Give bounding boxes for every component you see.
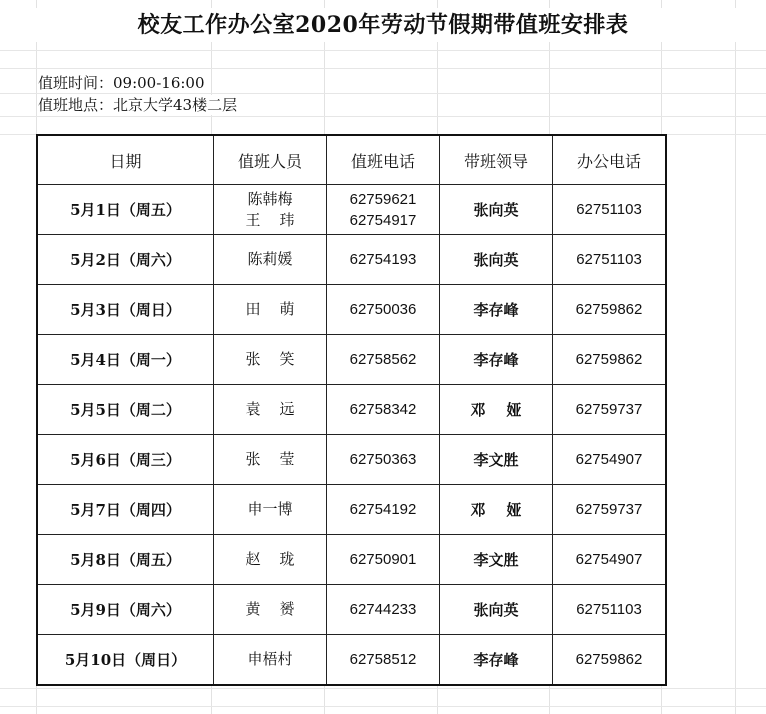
header-duty-phone: 值班电话 xyxy=(327,135,440,185)
office-phone-cell: 62754907 xyxy=(553,435,667,485)
staff-name: 陈韩梅 xyxy=(247,189,293,208)
duty-phone-cell xyxy=(327,635,440,686)
table-row xyxy=(37,185,666,235)
duty-phone-cell xyxy=(327,585,440,635)
staff-cell xyxy=(214,485,327,535)
duty-phone: 62759621 xyxy=(349,190,417,208)
duty-phone: 62758342 xyxy=(349,401,417,418)
duty-phone: 62744233 xyxy=(349,601,417,618)
leader-cell: 李文胜 xyxy=(440,535,553,585)
table-row xyxy=(37,335,666,385)
staff-cell xyxy=(214,635,327,686)
office-phone-cell: 62751103 xyxy=(553,235,667,285)
date-cell: 5月3日（周日） xyxy=(37,285,214,335)
office-phone-cell: 62754907 xyxy=(553,535,667,585)
duty-phone: 62758512 xyxy=(349,651,417,668)
leader-cell: 张向英 xyxy=(440,585,553,635)
date-cell: 5月4日（周一） xyxy=(37,335,214,385)
leader-cell: 邓 娅 xyxy=(440,385,553,435)
staff-name: 赵 珑 xyxy=(245,550,295,568)
staff-cell xyxy=(214,335,327,385)
office-phone-cell: 62751103 xyxy=(553,585,667,635)
staff-cell xyxy=(214,585,327,635)
office-phone-cell: 62751103 xyxy=(553,185,667,235)
staff-name: 申一博 xyxy=(247,500,293,518)
table-row xyxy=(37,635,666,686)
table-row xyxy=(37,235,666,285)
table-header-row xyxy=(37,135,666,185)
table-row xyxy=(37,535,666,585)
duty-phone-cell xyxy=(327,535,440,585)
staff-cell xyxy=(214,185,327,235)
document-title: 校友工作办公室2020年劳动节假期带值班安排表 xyxy=(0,8,766,42)
leader-cell: 张向英 xyxy=(440,235,553,285)
office-phone-cell: 62759737 xyxy=(553,385,667,435)
staff-name: 张 莹 xyxy=(245,450,295,468)
leader-cell: 李存峰 xyxy=(440,635,553,686)
staff-name: 申梧村 xyxy=(247,650,293,668)
duty-location: 值班地点：北京大学43楼二层 xyxy=(38,95,243,115)
office-phone-cell: 62759862 xyxy=(553,335,667,385)
header-date: 日期 xyxy=(37,135,214,185)
duty-phone: 62758562 xyxy=(349,351,417,368)
duty-phone-cell xyxy=(327,235,440,285)
date-cell: 5月10日（周日） xyxy=(37,635,214,686)
duty-time: 值班时间：09:00-16:00 xyxy=(38,73,211,93)
date-cell: 5月9日（周六） xyxy=(37,585,214,635)
staff-name: 黄 赟 xyxy=(245,600,295,618)
table-row xyxy=(37,285,666,335)
header-leader: 带班领导 xyxy=(440,135,553,185)
leader-cell: 邓 娅 xyxy=(440,485,553,535)
table-row xyxy=(37,435,666,485)
date-cell: 5月6日（周三） xyxy=(37,435,214,485)
leader-cell: 李存峰 xyxy=(440,285,553,335)
duty-phone-cell xyxy=(327,385,440,435)
duty-phone: 62754192 xyxy=(349,501,417,518)
duty-schedule-table xyxy=(36,134,667,686)
office-phone-cell: 62759737 xyxy=(553,485,667,535)
duty-phone-cell xyxy=(327,285,440,335)
duty-phone-cell xyxy=(327,335,440,385)
table-row xyxy=(37,485,666,535)
staff-cell xyxy=(214,385,327,435)
date-cell: 5月2日（周六） xyxy=(37,235,214,285)
date-cell: 5月8日（周五） xyxy=(37,535,214,585)
staff-name: 张 笑 xyxy=(245,350,295,368)
duty-phone-cell xyxy=(327,435,440,485)
staff-name: 田 萌 xyxy=(245,300,295,318)
date-cell: 5月1日（周五） xyxy=(37,185,214,235)
staff-name: 陈莉媛 xyxy=(247,250,293,268)
date-cell: 5月5日（周二） xyxy=(37,385,214,435)
table-row xyxy=(37,385,666,435)
staff-cell xyxy=(214,535,327,585)
header-office-phone: 办公电话 xyxy=(553,135,667,185)
leader-cell: 李文胜 xyxy=(440,435,553,485)
leader-cell: 张向英 xyxy=(440,185,553,235)
duty-phone: 62754917 xyxy=(349,211,417,229)
duty-phone: 62750901 xyxy=(349,551,417,568)
duty-phone-cell xyxy=(327,485,440,535)
staff-cell xyxy=(214,435,327,485)
header-staff: 值班人员 xyxy=(214,135,327,185)
duty-phone: 62750036 xyxy=(349,301,417,318)
duty-phone: 62754193 xyxy=(349,251,417,268)
table-row xyxy=(37,585,666,635)
duty-phone-cell xyxy=(327,185,440,235)
duty-phone: 62750363 xyxy=(349,451,417,468)
staff-cell xyxy=(214,285,327,335)
leader-cell: 李存峰 xyxy=(440,335,553,385)
office-phone-cell: 62759862 xyxy=(553,635,667,686)
date-cell: 5月7日（周四） xyxy=(37,485,214,535)
office-phone-cell: 62759862 xyxy=(553,285,667,335)
staff-name: 袁 远 xyxy=(245,400,295,418)
staff-name: 王 玮 xyxy=(245,210,295,229)
staff-cell xyxy=(214,235,327,285)
